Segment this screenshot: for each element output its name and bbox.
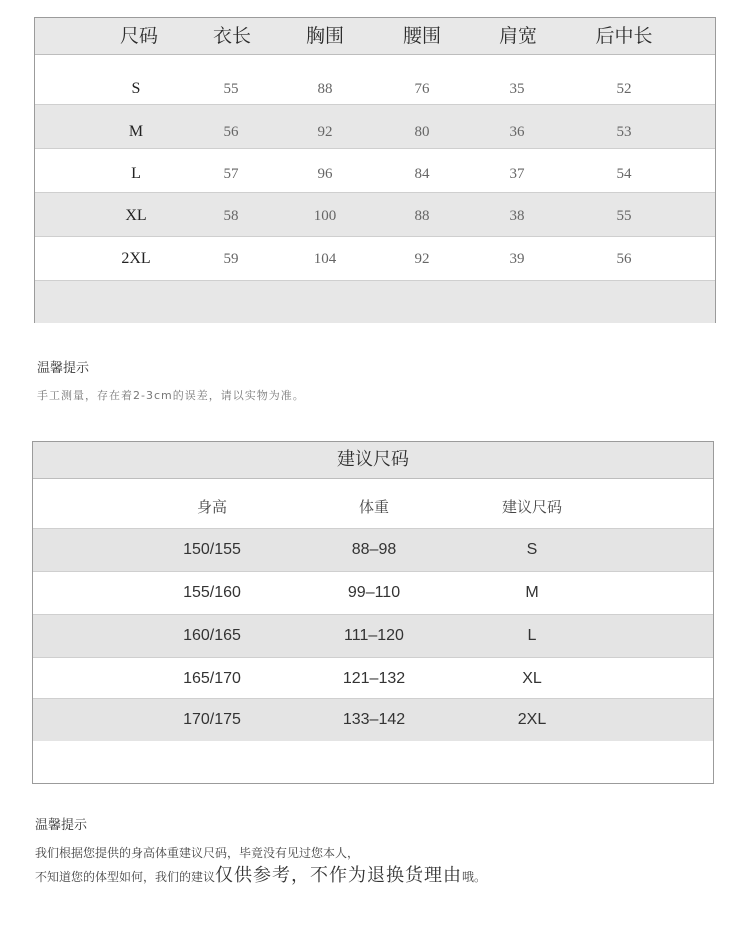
tip-line-small: 不知道您的体型如何，我们的建议: [35, 870, 216, 884]
table-row: [33, 528, 713, 571]
tip-line-end: 哦。: [462, 870, 487, 884]
cell-size: XL: [125, 207, 147, 224]
cell-back-length: 52: [616, 81, 632, 97]
cell-back-length: 55: [616, 208, 632, 224]
cell-size: 2XL: [121, 250, 151, 267]
cell-waist: 84: [414, 166, 430, 182]
cell-suggested-size: M: [525, 584, 539, 601]
table-footer-band: [35, 280, 715, 323]
cell-weight: 121–132: [342, 670, 406, 687]
cell-shoulder: 36: [509, 124, 525, 140]
cell-shoulder: 37: [509, 166, 525, 182]
header-chest: 胸围: [305, 25, 345, 47]
table-row: [33, 571, 713, 614]
cell-waist: 80: [414, 124, 430, 140]
tip-title: 温馨提示: [37, 361, 90, 376]
cell-chest: 100: [313, 208, 337, 224]
cell-weight: 111–120: [344, 627, 404, 644]
cell-weight: 88–98: [351, 541, 397, 558]
cell-back-length: 54: [616, 166, 632, 182]
tip-line: 我们根据您提供的身高体重建议尺码，毕竟没有见过您本人，: [35, 846, 360, 860]
cell-waist: 92: [414, 251, 430, 267]
cell-suggested-size: XL: [522, 670, 542, 687]
cell-length: 57: [223, 166, 239, 182]
cell-chest: 92: [317, 124, 333, 140]
tip-text: 手工测量，存在着2-3cm的误差，请以实物为准。: [37, 389, 305, 402]
header-height: 身高: [196, 498, 228, 516]
recommend-size-table: [32, 441, 714, 784]
table-row: [35, 148, 715, 191]
cell-weight: 99–110: [347, 584, 401, 601]
recommend-title: 建议尺码: [33, 442, 713, 479]
cell-size: M: [128, 123, 144, 140]
cell-suggested-size: L: [527, 627, 537, 644]
cell-weight: 133–142: [342, 711, 406, 728]
cell-waist: 88: [414, 208, 430, 224]
header-length: 衣长: [212, 25, 252, 47]
header-shoulder: 肩宽: [498, 25, 538, 47]
tip-line: [35, 864, 486, 889]
header-weight: 体重: [358, 498, 390, 516]
cell-length: 59: [223, 251, 239, 267]
table-row: [35, 192, 715, 236]
cell-chest: 104: [313, 251, 337, 267]
cell-height: 150/155: [183, 541, 241, 558]
header-waist: 腰围: [402, 25, 442, 47]
table-row: [33, 614, 713, 657]
cell-height: 170/175: [183, 711, 241, 728]
cell-chest: 96: [317, 166, 333, 182]
cell-height: 155/160: [183, 584, 241, 601]
size-chart-header-row: [35, 18, 715, 55]
cell-length: 56: [223, 124, 239, 140]
cell-length: 55: [223, 81, 239, 97]
cell-size: L: [131, 165, 141, 182]
cell-suggested-size: S: [526, 541, 538, 558]
cell-suggested-size: 2XL: [517, 711, 547, 728]
cell-chest: 88: [317, 81, 333, 97]
header-suggested-size: 建议尺码: [501, 498, 563, 516]
cell-back-length: 56: [616, 251, 632, 267]
table-row: [35, 236, 715, 279]
cell-size: S: [131, 80, 141, 97]
cell-shoulder: 39: [509, 251, 525, 267]
cell-shoulder: 35: [509, 81, 525, 97]
cell-shoulder: 38: [509, 208, 525, 224]
size-chart-table: [34, 17, 716, 323]
table-row: [33, 657, 713, 700]
tip-title: 温馨提示: [35, 818, 88, 833]
table-row: [35, 104, 715, 148]
cell-height: 165/170: [183, 670, 241, 687]
tip-line-emphasis: 仅供参考，不作为退换货理由: [215, 865, 463, 886]
cell-length: 58: [223, 208, 239, 224]
cell-waist: 76: [414, 81, 430, 97]
header-size: 尺码: [119, 25, 159, 47]
cell-back-length: 53: [616, 124, 632, 140]
header-back-length: 后中长: [595, 25, 653, 47]
cell-height: 160/165: [183, 627, 241, 644]
table-row: [33, 698, 713, 741]
